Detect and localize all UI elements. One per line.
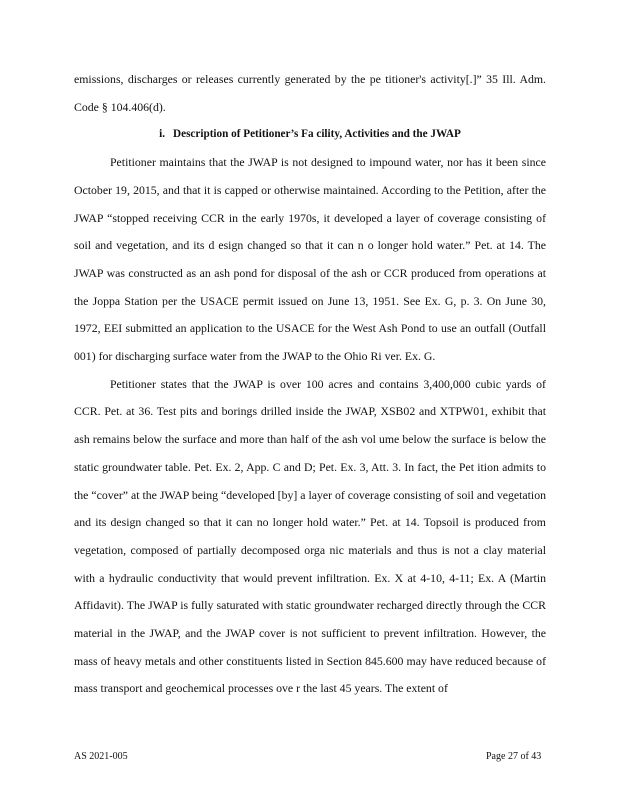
paragraph-petitioner-states: Petitioner states that the JWAP is over 100 acres and contains 3,400,000 cubic yards of CCR. Pet. at 36. Test pits and borings drilled inside the JWAP, XSB02 and XTPW01, exhibit that ash remains below the surface and more than half of the ash vol ume below the surface is below the static groundwater table. Pet. Ex. 2, App. C and D; Pet. Ex. 3, Att. 3. In fact, the Pet ition admits to the “cover” at the JWAP being “developed [by] a layer of coverage consisting of soil and vegetation and its design changed so that it can no longer hold water.” Pet. at 14. Topsoil is produced from vegetation, composed of partially decomposed orga nic materials and thus is not a clay material with a hydraulic conductivity that would prevent infiltration. Ex. X at 4-10, 4-11; Ex. A (Martin Affidavit). The JWAP is fully saturated with static groundwater recharged directly through the CCR material in the JWAP, and the JWAP cover is not sufficient to prevent infiltration. However, the mass of heavy metals and other constituents listed in Section 845.600 may have reduced because of mass transport and geochemical processes ove r the last 45 years. The extent of bbox=[74, 376, 546, 696]
continuation-paragraph: emissions, discharges or releases currently generated by the pe titioner's activity[.]” 35 Ill. Adm. Code § 104.406(d). bbox=[74, 72, 546, 114]
footer-docket-number: AS 2021-005 bbox=[74, 751, 128, 762]
section-heading bbox=[74, 121, 546, 149]
section-heading-number: i. bbox=[159, 128, 166, 141]
section-heading-title: Description of Petitioner’s Fa cility, Activities and the JWAP bbox=[173, 128, 461, 141]
footer-page-number: Page 27 of 43 bbox=[486, 751, 542, 762]
paragraph-petitioner-maintains: Petitioner maintains that the JWAP is not designed to impound water, nor has it been since October 19, 2015, and that it is capped or otherwise maintained. According to the Petition, after the JWAP “stopped receiving CCR in the early 1970s, it developed a layer of coverage consisting of soil and vegetation, and its d esign changed so that it can n o longer hold water.” Pet. at 14. The JWAP was constructed as an ash pond for disposal of the ash or CCR produced from operations at the Joppa Station per the USACE permit issued on June 13, 1951. See Ex. G, p. 3. On June 30, 1972, EEI submitted an application to the USACE for the West Ash Pond to use an outfall (Outfall 001) for discharging surface water from the JWAP to the Ohio Ri ver. Ex. G. bbox=[74, 155, 546, 364]
document-body bbox=[74, 66, 546, 703]
